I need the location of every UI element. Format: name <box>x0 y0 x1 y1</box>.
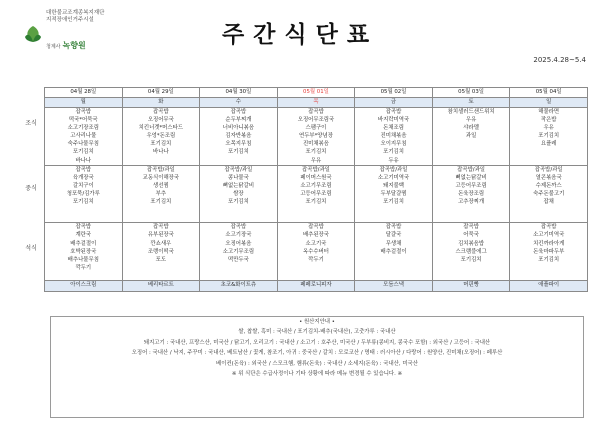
organization-name-line2: 지적장애인거주시설 <box>46 17 94 23</box>
menu-item: 치킨너겟*머스타드 <box>138 125 184 132</box>
menu-item: 쌈장 <box>233 190 244 197</box>
menu-item <box>123 206 200 214</box>
menu-item: 고등어무조림 <box>300 190 332 197</box>
origin-info-box <box>50 316 584 418</box>
menu-item: 열콘볶음국 <box>535 174 562 181</box>
menu-item <box>45 206 122 214</box>
menu-item: 고추장찌개 <box>458 199 485 206</box>
date-cell: 04월 29일 <box>122 88 200 98</box>
snack-cell: 초코&화이트츄 <box>200 280 278 291</box>
date-cell: 05월 03일 <box>432 88 510 98</box>
menu-item: 잡곡밥/과일 <box>146 166 175 173</box>
menu-item: 잡곡밥/과일 <box>379 166 408 173</box>
breakfast-cell <box>45 108 123 166</box>
menu-item: 진미채볶음 <box>302 141 329 148</box>
menu-item: 잡곡밥 <box>385 224 402 231</box>
menu-item: 부추 <box>155 190 167 197</box>
menu-item: 어묵국 <box>463 232 479 239</box>
menu-item <box>278 214 355 222</box>
menu-item <box>355 214 432 222</box>
menu-item: 소고기미역국 <box>533 232 565 239</box>
menu-item: 우유 <box>543 125 554 132</box>
menu-item: 진미채볶음 <box>380 133 407 140</box>
menu-item: 생선찜 <box>153 182 169 189</box>
lunch-cell <box>122 165 200 223</box>
menu-item: 잡곡밥 <box>75 109 92 115</box>
menu-item: 육개장국 <box>72 174 94 181</box>
weekday-cell: 화 <box>122 98 200 108</box>
menu-item: 배추겉절이 <box>380 248 407 255</box>
lunch-cell <box>355 165 433 223</box>
lunch-cell <box>200 165 278 223</box>
menu-item: 오목지무침 <box>225 141 252 148</box>
breakfast-cell <box>355 108 433 166</box>
menu-item <box>123 272 200 280</box>
menu-item: 깍두기 <box>308 256 324 263</box>
menu-item: 잡곡밥 <box>153 109 169 115</box>
menu-item: 소고기무조림 <box>300 182 332 189</box>
snack-cell: 애플파이 <box>510 280 588 291</box>
menu-item: 잡곡밥 <box>75 224 92 231</box>
menu-item: 두부달걀찜 <box>380 190 407 197</box>
menu-item: 잡곡밥 <box>308 109 324 115</box>
dinner-cell <box>122 223 200 281</box>
menu-item: 바나나 <box>75 157 92 164</box>
menu-item: 순두부찌개 <box>225 117 252 124</box>
menu-item <box>433 148 510 156</box>
menu-item: 뼈없는닭갈비 <box>455 174 487 181</box>
menu-item <box>123 157 200 165</box>
menu-item: 뼈없는닭갈비 <box>222 182 255 189</box>
menu-item: 잡곡밥 <box>75 166 92 173</box>
menu-item: 조랭이떡국 <box>147 248 174 255</box>
menu-item: 잡곡밥 <box>230 224 247 231</box>
menu-item: 스팸구이 <box>305 125 327 132</box>
menu-item <box>433 157 510 165</box>
date-cell: 04월 28일 <box>45 88 123 98</box>
lunch-row <box>45 165 588 223</box>
snack-cell: 모듬스낵 <box>355 280 433 291</box>
menu-item: 참치샐러드샌드위치 <box>447 109 495 115</box>
meal-label-dinner <box>18 243 44 254</box>
dinner-cell <box>200 223 278 281</box>
menu-item: 배추나물무침 <box>67 256 99 263</box>
menu-item: 너비아니볶음 <box>222 125 255 132</box>
origin-line-2: 돼지고기 : 국내산, 프랑스산, 미국산 / 닭고기, 오리고기 : 국내산 / 소고기 : 호주산, 미국산 / 두부류(콩비지, 콩국수 포함) : 외국산 / 고등어 : 국내산 <box>143 339 491 346</box>
menu-item: 깐쇼새우 <box>150 240 172 247</box>
menu-item: 포기김치 <box>227 199 249 206</box>
breakfast-cell <box>122 108 200 166</box>
menu-item <box>433 264 510 272</box>
menu-item: 포기김치 <box>383 199 404 206</box>
menu-item: 숙주돈불고기 <box>533 190 565 197</box>
menu-item: 연두부*양념장 <box>298 133 333 140</box>
menu-item: 포도 <box>155 256 167 263</box>
menu-item: 포기김치 <box>150 141 172 148</box>
menu-item <box>510 148 587 156</box>
menu-item: 포기김치 <box>383 149 404 156</box>
snack-cell: 베리타르트 <box>122 280 200 291</box>
menu-item <box>510 206 587 214</box>
weekday-cell: 월 <box>45 98 123 108</box>
menu-item <box>123 214 200 222</box>
menu-item <box>45 272 122 280</box>
snack-cell: 아이스크림 <box>45 280 123 291</box>
menu-item: 우엉*돈조림 <box>146 133 176 140</box>
snack-cell: 페페로니피자 <box>277 280 355 291</box>
menu-period: 2025.4.28~5.4 <box>533 56 586 64</box>
menu-item <box>510 272 587 280</box>
menu-item <box>278 272 355 280</box>
menu-item: 고사리나물 <box>70 133 97 140</box>
menu-item <box>355 272 432 280</box>
origin-heading: • 원산지안내 • <box>299 319 335 325</box>
menu-item: 잡곡밥 <box>385 109 402 115</box>
menu-item: 포기김치 <box>305 149 327 156</box>
menu-item: 바지락미역국 <box>377 117 410 124</box>
lunch-cell <box>277 165 355 223</box>
menu-item <box>278 206 355 214</box>
menu-item: 잡곡밥/과일 <box>302 166 330 173</box>
menu-item: 포기김치 <box>538 133 560 140</box>
menu-item: 깍두기 <box>75 264 92 271</box>
date-cell: 05월 01일 <box>277 88 355 98</box>
menu-item: 포기김치 <box>305 199 327 206</box>
menu-item: 옥수수버터 <box>302 248 329 255</box>
dinner-cell <box>45 223 123 281</box>
menu-item: 스크램블에그 <box>455 248 487 255</box>
breakfast-cell <box>432 108 510 166</box>
menu-item <box>433 206 510 214</box>
breakfast-row <box>45 108 588 166</box>
menu-item: 무생채 <box>385 240 402 247</box>
weekday-cell: 목 <box>277 98 355 108</box>
menu-item <box>510 264 587 272</box>
menu-item: 김치볶음밥 <box>458 240 485 247</box>
menu-item: 콩나물국 <box>227 174 249 181</box>
menu-item: 떡국*어묵국 <box>68 117 98 124</box>
menu-item: 작은밥 <box>540 117 557 124</box>
menu-item: 소고기국 <box>305 240 327 247</box>
menu-item: 달걀국 <box>385 232 402 239</box>
menu-item <box>45 214 122 222</box>
menu-item: 숙주나물무침 <box>67 141 99 148</box>
date-row <box>45 88 588 98</box>
snack-cell: 머핀빵 <box>432 280 510 291</box>
menu-item: 잡곡밥 <box>308 224 324 231</box>
menu-item: 포기김치 <box>460 256 482 263</box>
menu-item <box>510 214 587 222</box>
menu-item: 잡곡밥 <box>153 224 169 231</box>
breakfast-cell <box>200 108 278 166</box>
weekday-cell: 수 <box>200 98 278 108</box>
menu-item: 페이머스원국 <box>300 174 332 181</box>
lunch-cell <box>45 165 123 223</box>
menu-item <box>200 206 277 214</box>
menu-item <box>278 264 355 272</box>
menu-item <box>355 256 432 264</box>
menu-item: 잡곡밥 <box>230 109 247 115</box>
menu-item: 계란국 <box>75 232 92 239</box>
menu-item: 샤라멜 <box>463 125 479 132</box>
weekday-row <box>45 98 588 108</box>
organization-name-line1: 대한불교조계종복지재단 <box>46 10 105 16</box>
menu-item: 포기김치 <box>538 256 560 263</box>
organization-brand-name: 녹향원 <box>62 41 86 50</box>
menu-item: 잡곡밥/과일 <box>224 166 253 173</box>
menu-item: 바나나 <box>153 149 169 156</box>
menu-item: 잡곡밥 <box>540 224 557 231</box>
menu-item: 포기김치 <box>72 149 94 156</box>
menu-item: 김자반볶음 <box>225 133 252 140</box>
menu-item: 배추된장국 <box>302 232 329 239</box>
menu-item: 교동식이해장국 <box>142 174 180 181</box>
meal-label-lunch <box>18 183 44 194</box>
page-title: 주간식단표 <box>221 22 379 48</box>
menu-item: 소고기무조림 <box>222 248 255 255</box>
menu-item <box>433 214 510 222</box>
dinner-cell <box>277 223 355 281</box>
weekday-cell: 일 <box>510 98 588 108</box>
menu-item: 호박된장국 <box>70 248 97 255</box>
snack-row <box>45 280 588 291</box>
dinner-row <box>45 223 588 281</box>
menu-item <box>433 140 510 148</box>
menu-item <box>355 264 432 272</box>
menu-item <box>200 272 277 280</box>
menu-item: 포기김치 <box>72 199 94 206</box>
menu-item: 잡곡밥 <box>463 224 479 231</box>
menu-item: 잡채 <box>543 199 554 206</box>
menu-item: 포기김치 <box>227 149 249 156</box>
menu-item: 우유 <box>310 157 322 164</box>
organization-sub: 청계사 <box>46 44 61 50</box>
meal-label-dinner-text: 석식 <box>25 245 37 252</box>
menu-item: 배추겉절이 <box>70 240 97 247</box>
menu-item: 갈치구이 <box>72 182 94 189</box>
menu-item: 고등어무조림 <box>455 182 487 189</box>
menu-item: 치킨까라아게 <box>533 240 565 247</box>
meal-label-lunch-text: 중식 <box>25 185 37 192</box>
menu-item: 돼지불백 <box>383 182 404 189</box>
weekday-cell: 토 <box>432 98 510 108</box>
menu-item: 포기김치 <box>150 199 172 206</box>
menu-item: 요플레 <box>540 141 557 148</box>
breakfast-cell <box>510 108 588 166</box>
menu-item: 돈채조림 <box>383 125 404 132</box>
weekly-menu-table <box>44 87 588 292</box>
menu-item: 돈육마파두부 <box>533 248 565 255</box>
menu-item: 오이지무침 <box>380 141 407 148</box>
menu-item: 떡만두국 <box>227 256 249 263</box>
menu-item <box>433 272 510 280</box>
date-cell: 05월 02일 <box>355 88 433 98</box>
weekday-cell: 금 <box>355 98 433 108</box>
menu-item: 소고기미역국 <box>377 174 410 181</box>
menu-item <box>123 264 200 272</box>
lunch-cell <box>510 165 588 223</box>
origin-line-1: 쌀, 찹쌀, 흑미 : 국내산 / 포기김치-배추(국내산), 고춧가루 : 국내산 <box>238 329 396 336</box>
menu-item: 우유 <box>465 117 477 124</box>
menu-item: 잡곡밥/과일 <box>534 166 563 173</box>
menu-item: 소고기장국 <box>225 232 252 239</box>
menu-item <box>200 264 277 272</box>
menu-item: 과일 <box>465 133 477 140</box>
menu-item: 청포묵/김가루 <box>66 190 100 197</box>
menu-item: 오징어무국 <box>147 117 174 124</box>
menu-item: 소고기장조림 <box>67 125 99 132</box>
dinner-cell <box>510 223 588 281</box>
origin-note: ※ 위 식단은 수급사정이나 기타 상황에 따라 메뉴 변경될 수 있습니다. ※ <box>231 371 403 378</box>
menu-item: 오징어볶음 <box>225 240 252 247</box>
menu-item: 오징어무조림국 <box>297 117 335 124</box>
menu-item: 잡곡밥/과일 <box>457 166 486 173</box>
menu-item <box>200 157 277 165</box>
meal-label-breakfast-text: 조식 <box>25 120 37 127</box>
date-cell: 04월 30일 <box>200 88 278 98</box>
date-cell: 05월 04일 <box>510 88 588 98</box>
menu-item <box>200 214 277 222</box>
menu-item: 돈육장조림 <box>458 190 485 197</box>
dinner-cell <box>432 223 510 281</box>
lunch-cell <box>432 165 510 223</box>
origin-line-3: 오징어 : 국내산 / 낙지, 주꾸미 : 국내산, 베트남산 / 꽃게, 참조기, 아귀 : 중국산 / 갈치 : 모로코산 / 명태 : 러시아산 / 다랑어 : 원양산, 진미채(오징어) : 페루산 <box>131 350 503 357</box>
menu-item: 유부된장국 <box>147 232 174 239</box>
dinner-cell <box>355 223 433 281</box>
meal-label-breakfast <box>18 118 44 129</box>
menu-item: 두유 <box>388 157 399 164</box>
origin-line-4: 베이컨(돈육) : 외국산 / 스모크햄, 햄류(돈육) : 국내산 / 소세지(돈육) : 국내산, 미국산 <box>216 360 418 367</box>
menu-item: 수제돈까스 <box>535 182 562 189</box>
menu-item: 해물라면 <box>538 109 560 115</box>
menu-item <box>510 157 587 165</box>
menu-item <box>355 206 432 214</box>
breakfast-cell <box>277 108 355 166</box>
